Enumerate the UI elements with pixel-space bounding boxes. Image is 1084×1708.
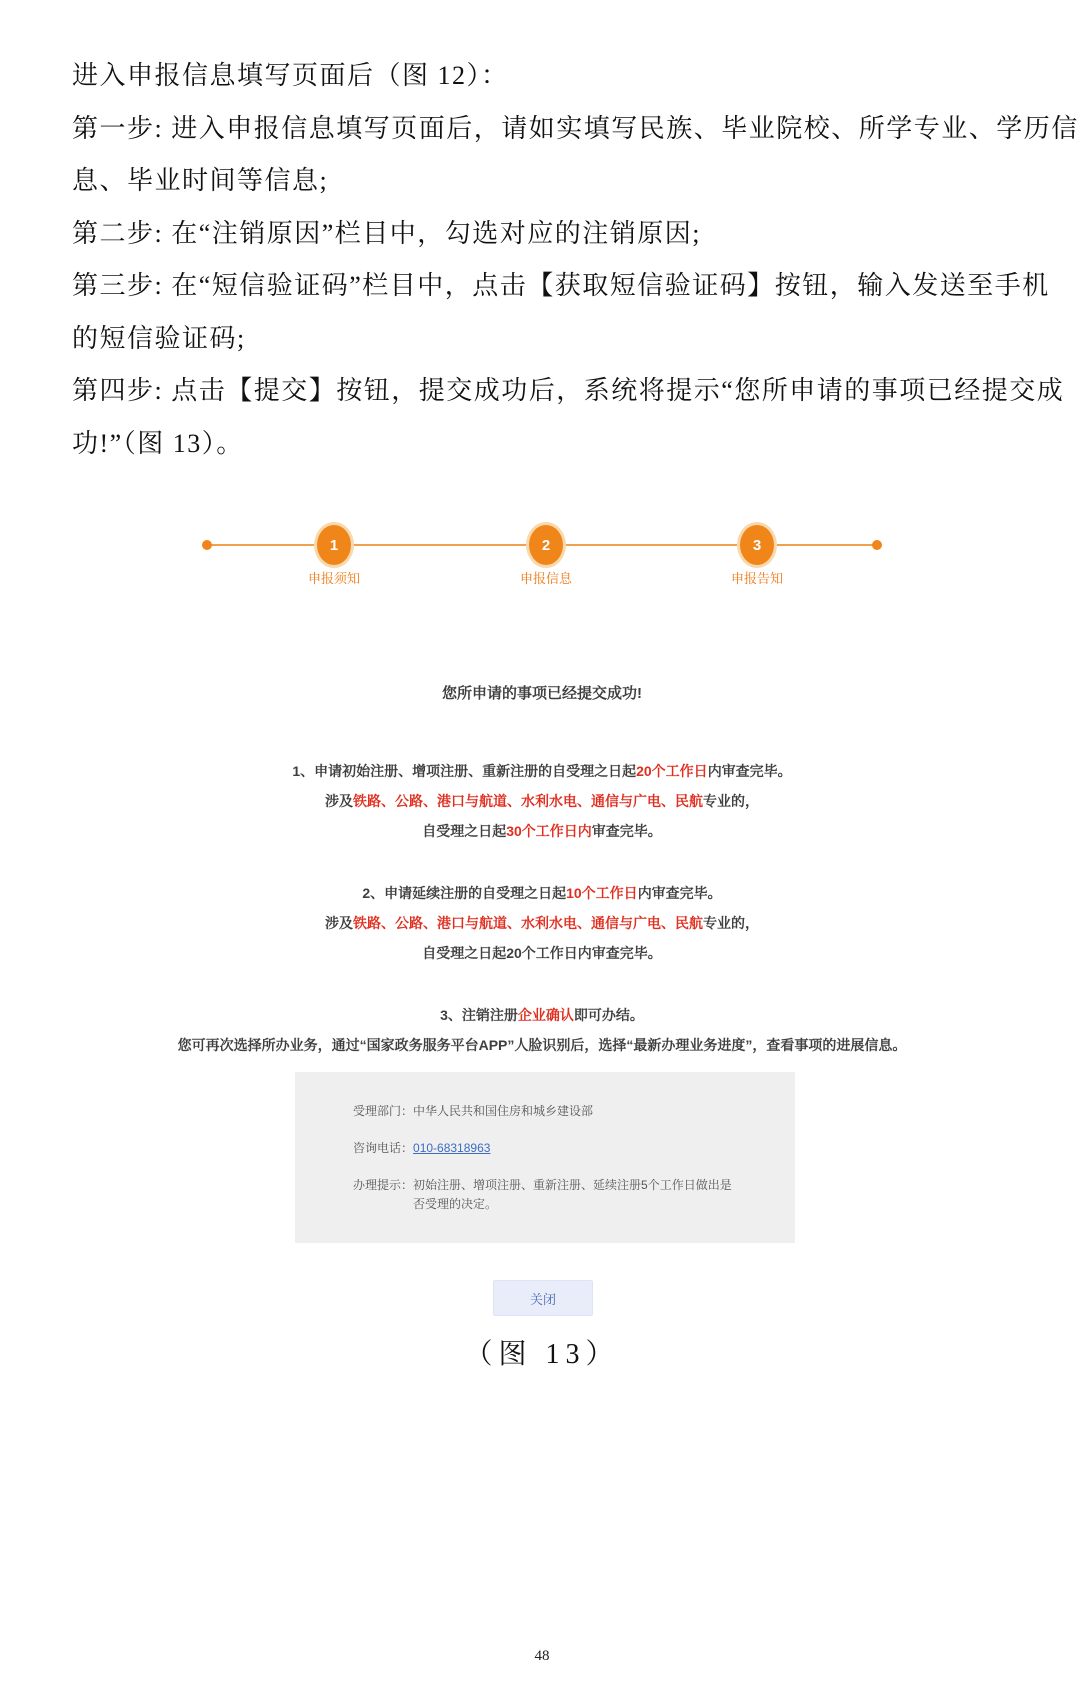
instruction-paragraphs (72, 50, 1079, 470)
notice-section (0, 756, 1084, 846)
text-segment: 涉及 (325, 915, 353, 931)
close-button[interactable]: 关闭 (493, 1280, 593, 1316)
info-row (353, 1102, 755, 1121)
doc-line: 第三步: 在“短信验证码”栏目中，点击【获取短信验证码】按钮，输入发送至手机 (72, 271, 1050, 300)
notice-line (0, 1000, 1084, 1030)
text-segment: 内审查完毕。 (637, 885, 722, 901)
info-row (353, 1139, 755, 1158)
text-segment: 专业的， (703, 915, 759, 931)
text-segment: 专业的， (703, 793, 759, 809)
doc-line: 的短信验证码; (72, 323, 246, 353)
text-segment: 1、申请初始注册、增项注册、重新注册的自受理之日起 (292, 763, 637, 779)
info-row-label: 办理提示： (353, 1178, 414, 1192)
text-segment: 铁路、公路、港口与航道、水利水电、通信与广电、民航 (353, 793, 703, 809)
notice-line (0, 1030, 1084, 1060)
text-segment: 30个工作日内 (506, 823, 592, 839)
doc-line: 功!”（图 13）。 (72, 428, 244, 458)
info-row (353, 1176, 755, 1214)
figure-caption: （图 13） (464, 1339, 620, 1370)
step-circle-2 (526, 522, 566, 568)
info-row-value: 中华人民共和国住房和城乡建设部 (413, 1104, 594, 1118)
info-row-value: 初始注册、增项注册、重新注册、延续注册5个工作日做出是否受理的决定。 (413, 1178, 732, 1211)
info-box (295, 1072, 795, 1243)
step-circle-1 (314, 522, 354, 568)
text-segment: 10个工作日 (566, 885, 638, 901)
doc-line: 进入申报信息填写页面后（图 12）： (72, 61, 509, 90)
notice-sections (0, 756, 1084, 1092)
stepper-start-dot (202, 540, 212, 550)
notice-section (0, 878, 1084, 968)
text-segment: 涉及 (325, 793, 353, 809)
notice-section (0, 1000, 1084, 1060)
text-segment: 20个工作日 (636, 763, 708, 779)
doc-line: 第四步: 点击【提交】按钮，提交成功后，系统将提示“您所申请的事项已经提交成 (72, 376, 1065, 405)
notice-line (0, 816, 1084, 846)
step-number: 2 (541, 536, 551, 554)
notice-line (0, 908, 1084, 938)
step-label-3: 申报告知 (730, 571, 783, 586)
text-segment: 即可办结。 (573, 1007, 644, 1023)
text-segment: 自受理之日起20个工作日内审查完毕。 (422, 945, 662, 961)
phone-link[interactable]: 010-68318963 (413, 1141, 491, 1155)
text-segment: 自受理之日起 (422, 823, 507, 839)
text-segment: 3、注销注册 (440, 1007, 518, 1023)
text-segment: 审查完毕。 (591, 823, 662, 839)
text-segment: 您可再次选择所办业务，通过“国家政务服务平台APP”人脸识别后，选择“最新办理业务进度”，查看事项的进展信息。 (177, 1037, 907, 1053)
step-number: 1 (329, 536, 339, 554)
notice-line (0, 756, 1084, 786)
doc-line: 息、毕业时间等信息; (72, 166, 329, 195)
notice-line (0, 786, 1084, 816)
doc-line: 第二步: 在“注销原因”栏目中，勾选对应的注销原因; (72, 218, 702, 248)
step-circle-3 (737, 522, 777, 568)
progress-stepper (0, 528, 1084, 598)
text-segment: 2、申请延续注册的自受理之日起 (362, 885, 567, 901)
step-label-2: 申报信息 (519, 571, 572, 586)
page-number: 48 (534, 1648, 550, 1664)
text-segment: 企业确认 (517, 1007, 574, 1023)
info-row-label: 咨询电话： (353, 1141, 414, 1155)
text-segment: 铁路、公路、港口与航道、水利水电、通信与广电、民航 (353, 915, 703, 931)
notice-line (0, 938, 1084, 968)
info-row-label: 受理部门： (353, 1104, 414, 1118)
text-segment: 内审查完毕。 (707, 763, 792, 779)
step-label-1: 申报须知 (307, 571, 360, 586)
notice-line (0, 878, 1084, 908)
step-number: 3 (752, 536, 762, 554)
doc-line: 第一步: 进入申报信息填写页面后，请如实填写民族、毕业院校、所学专业、学历信 (72, 113, 1079, 143)
success-message: 您所申请的事项已经提交成功! (442, 685, 642, 702)
stepper-end-dot (872, 540, 882, 550)
